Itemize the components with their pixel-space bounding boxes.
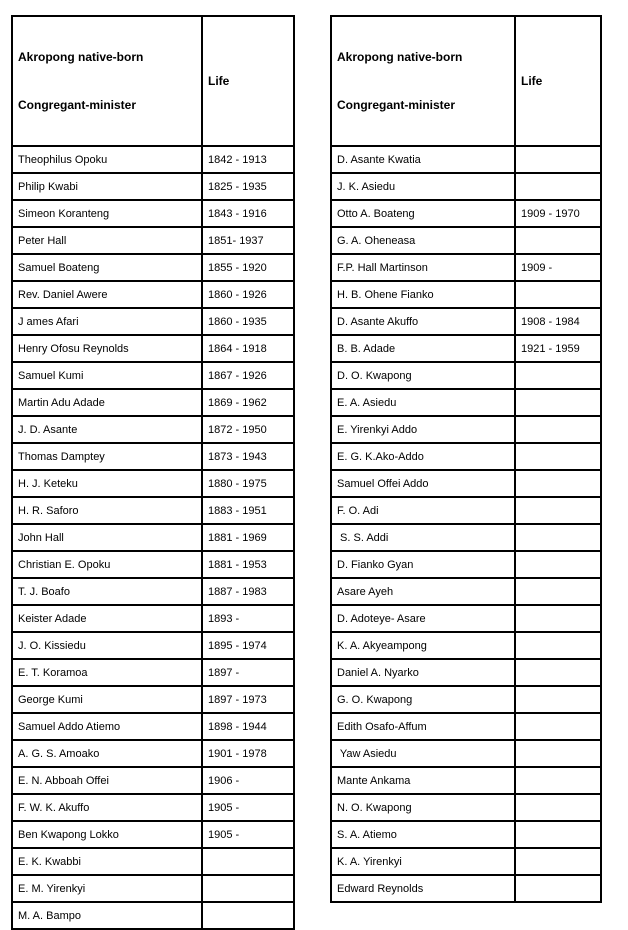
life-dates-cell [515,443,601,470]
table-row [12,524,294,551]
life-dates-cell: 1860 - 1926 [202,281,294,308]
life-dates-cell: 1909 - 1970 [515,200,601,227]
life-dates-cell: 1921 - 1959 [515,335,601,362]
life-dates-cell: 1869 - 1962 [202,389,294,416]
minister-name-cell: D. Adoteye- Asare [331,605,515,632]
life-dates-cell [515,848,601,875]
ministers-table-right [330,15,602,903]
name-column-header [331,16,515,146]
minister-name-cell: F. O. Adi [331,497,515,524]
table-row [331,416,601,443]
minister-name-cell: D. Asante Akuffo [331,308,515,335]
ministers-table-left [11,15,295,930]
life-dates-cell [515,767,601,794]
name-column-header [12,16,202,146]
minister-name-cell: E. N. Abboah Offei [12,767,202,794]
table-row [12,389,294,416]
table-row [12,335,294,362]
table-row [12,551,294,578]
table-row [331,524,601,551]
minister-name-cell: E. K. Kwabbi [12,848,202,875]
life-dates-cell [515,173,601,200]
life-dates-cell: 1864 - 1918 [202,335,294,362]
life-dates-cell [515,632,601,659]
minister-name-cell: E. A. Asiedu [331,389,515,416]
minister-name-cell: Asare Ayeh [331,578,515,605]
minister-name-cell: D. Fianko Gyan [331,551,515,578]
minister-name-cell: George Kumi [12,686,202,713]
life-dates-cell: 1905 - [202,794,294,821]
table-row [12,767,294,794]
minister-name-cell: A. G. S. Amoako [12,740,202,767]
life-column-header: Life [515,16,601,146]
minister-name-cell: John Hall [12,524,202,551]
table-row [12,254,294,281]
minister-name-cell: H. R. Saforo [12,497,202,524]
table-row [12,470,294,497]
minister-name-cell: Christian E. Opoku [12,551,202,578]
table-row [12,362,294,389]
minister-name-cell: K. A. Akyeampong [331,632,515,659]
life-dates-cell: 1860 - 1935 [202,308,294,335]
minister-name-cell: B. B. Adade [331,335,515,362]
table-row [331,389,601,416]
life-dates-cell [515,470,601,497]
life-dates-cell: 1855 - 1920 [202,254,294,281]
minister-name-cell: S. A. Atiemo [331,821,515,848]
minister-name-cell: Martin Adu Adade [12,389,202,416]
minister-name-cell: Otto A. Boateng [331,200,515,227]
minister-name-cell: Samuel Boateng [12,254,202,281]
life-dates-cell [515,794,601,821]
table-row [12,308,294,335]
minister-name-cell: Ben Kwapong Lokko [12,821,202,848]
table-row [12,659,294,686]
table-row [331,281,601,308]
minister-name-cell: Philip Kwabi [12,173,202,200]
life-dates-cell [515,551,601,578]
table-row [331,740,601,767]
table-row [331,794,601,821]
life-dates-cell: 1851- 1937 [202,227,294,254]
minister-name-cell: T. J. Boafo [12,578,202,605]
life-dates-cell: 1901 - 1978 [202,740,294,767]
minister-name-cell: Simeon Koranteng [12,200,202,227]
life-dates-cell [515,740,601,767]
life-dates-cell: 1906 - [202,767,294,794]
minister-name-cell: Theophilus Opoku [12,146,202,173]
table-row [331,470,601,497]
table-body [331,146,601,902]
life-dates-cell [515,875,601,902]
minister-name-cell: D. O. Kwapong [331,362,515,389]
life-dates-cell [515,227,601,254]
minister-name-cell: J. D. Asante [12,416,202,443]
life-dates-cell: 1893 - [202,605,294,632]
life-dates-cell: 1883 - 1951 [202,497,294,524]
life-dates-cell [515,686,601,713]
table-row [331,848,601,875]
life-dates-cell: 1909 - [515,254,601,281]
life-dates-cell [202,848,294,875]
table-row [331,821,601,848]
life-dates-cell: 1898 - 1944 [202,713,294,740]
life-dates-cell: 1842 - 1913 [202,146,294,173]
minister-name-cell: E. G. K.Ako-Addo [331,443,515,470]
life-dates-cell [515,281,601,308]
life-dates-cell: 1872 - 1950 [202,416,294,443]
table-row [331,443,601,470]
table-row [12,281,294,308]
minister-name-cell: Yaw Asiedu [331,740,515,767]
table-row [331,767,601,794]
table-row [331,686,601,713]
life-dates-cell [515,362,601,389]
minister-name-cell: Samuel Kumi [12,362,202,389]
minister-name-cell: Samuel Addo Atiemo [12,713,202,740]
life-column-header: Life [202,16,294,146]
name-header-line1: Akropong native-born [18,50,144,64]
table-row [12,848,294,875]
life-dates-cell: 1881 - 1969 [202,524,294,551]
life-dates-cell [515,416,601,443]
table-row [12,497,294,524]
table-row [331,173,601,200]
table-row [12,740,294,767]
minister-name-cell: Thomas Damptey [12,443,202,470]
table-row [12,686,294,713]
header-row [331,16,601,146]
minister-name-cell: G. A. Oheneasa [331,227,515,254]
table-row [331,551,601,578]
life-dates-cell [515,605,601,632]
life-dates-cell [515,578,601,605]
life-dates-cell: 1825 - 1935 [202,173,294,200]
table-row [12,173,294,200]
minister-name-cell: E. Yirenkyi Addo [331,416,515,443]
table-row [331,659,601,686]
name-header-line1: Akropong native-born [337,50,463,64]
minister-name-cell: Peter Hall [12,227,202,254]
table-row [331,227,601,254]
life-dates-cell [202,875,294,902]
table-row [12,443,294,470]
table-row [331,578,601,605]
minister-name-cell: H. B. Ohene Fianko [331,281,515,308]
minister-name-cell: F.P. Hall Martinson [331,254,515,281]
life-dates-cell: 1843 - 1916 [202,200,294,227]
life-dates-cell: 1905 - [202,821,294,848]
minister-name-cell: E. M. Yirenkyi [12,875,202,902]
life-dates-cell: 1873 - 1943 [202,443,294,470]
minister-name-cell: Mante Ankama [331,767,515,794]
table-body [12,146,294,929]
minister-name-cell: D. Asante Kwatia [331,146,515,173]
minister-name-cell: J. O. Kissiedu [12,632,202,659]
table-row [331,335,601,362]
table-row [12,605,294,632]
minister-name-cell: G. O. Kwapong [331,686,515,713]
life-dates-cell: 1867 - 1926 [202,362,294,389]
table-row [331,605,601,632]
table-row [12,821,294,848]
table-row [12,902,294,929]
minister-name-cell: E. T. Koramoa [12,659,202,686]
life-dates-cell: 1897 - [202,659,294,686]
minister-name-cell: Keister Adade [12,605,202,632]
table-row [331,875,601,902]
minister-name-cell: M. A. Bampo [12,902,202,929]
minister-name-cell: Edith Osafo-Affum [331,713,515,740]
minister-name-cell: N. O. Kwapong [331,794,515,821]
minister-name-cell: S. S. Addi [331,524,515,551]
table-row [12,875,294,902]
header-row [12,16,294,146]
life-dates-cell [515,497,601,524]
life-dates-cell [515,713,601,740]
minister-name-cell: F. W. K. Akuffo [12,794,202,821]
life-dates-cell [515,389,601,416]
life-dates-cell: 1897 - 1973 [202,686,294,713]
life-dates-cell: 1887 - 1983 [202,578,294,605]
minister-name-cell: K. A. Yirenkyi [331,848,515,875]
name-header-line2: Congregant-minister [18,98,137,112]
table-row [331,308,601,335]
life-dates-cell [515,659,601,686]
table-row [331,497,601,524]
table-row [12,416,294,443]
life-dates-cell [515,524,601,551]
name-header-line2: Congregant-minister [337,98,456,112]
life-dates-cell: 1881 - 1953 [202,551,294,578]
table-row [12,578,294,605]
table-row [331,254,601,281]
minister-name-cell: Rev. Daniel Awere [12,281,202,308]
table-row [12,227,294,254]
life-dates-cell: 1880 - 1975 [202,470,294,497]
table-row [12,632,294,659]
table-row [12,146,294,173]
minister-name-cell: Samuel Offei Addo [331,470,515,497]
table-row [331,713,601,740]
table-row [331,146,601,173]
life-dates-cell [202,902,294,929]
life-dates-cell [515,821,601,848]
minister-name-cell: Edward Reynolds [331,875,515,902]
minister-name-cell: J ames Afari [12,308,202,335]
minister-name-cell: H. J. Keteku [12,470,202,497]
table-row [331,632,601,659]
table-row [12,713,294,740]
minister-name-cell: J. K. Asiedu [331,173,515,200]
table-row [12,200,294,227]
minister-name-cell: Daniel A. Nyarko [331,659,515,686]
table-row [331,200,601,227]
minister-name-cell: Henry Ofosu Reynolds [12,335,202,362]
life-dates-cell: 1908 - 1984 [515,308,601,335]
life-dates-cell [515,146,601,173]
life-dates-cell: 1895 - 1974 [202,632,294,659]
table-row [331,362,601,389]
table-row [12,794,294,821]
